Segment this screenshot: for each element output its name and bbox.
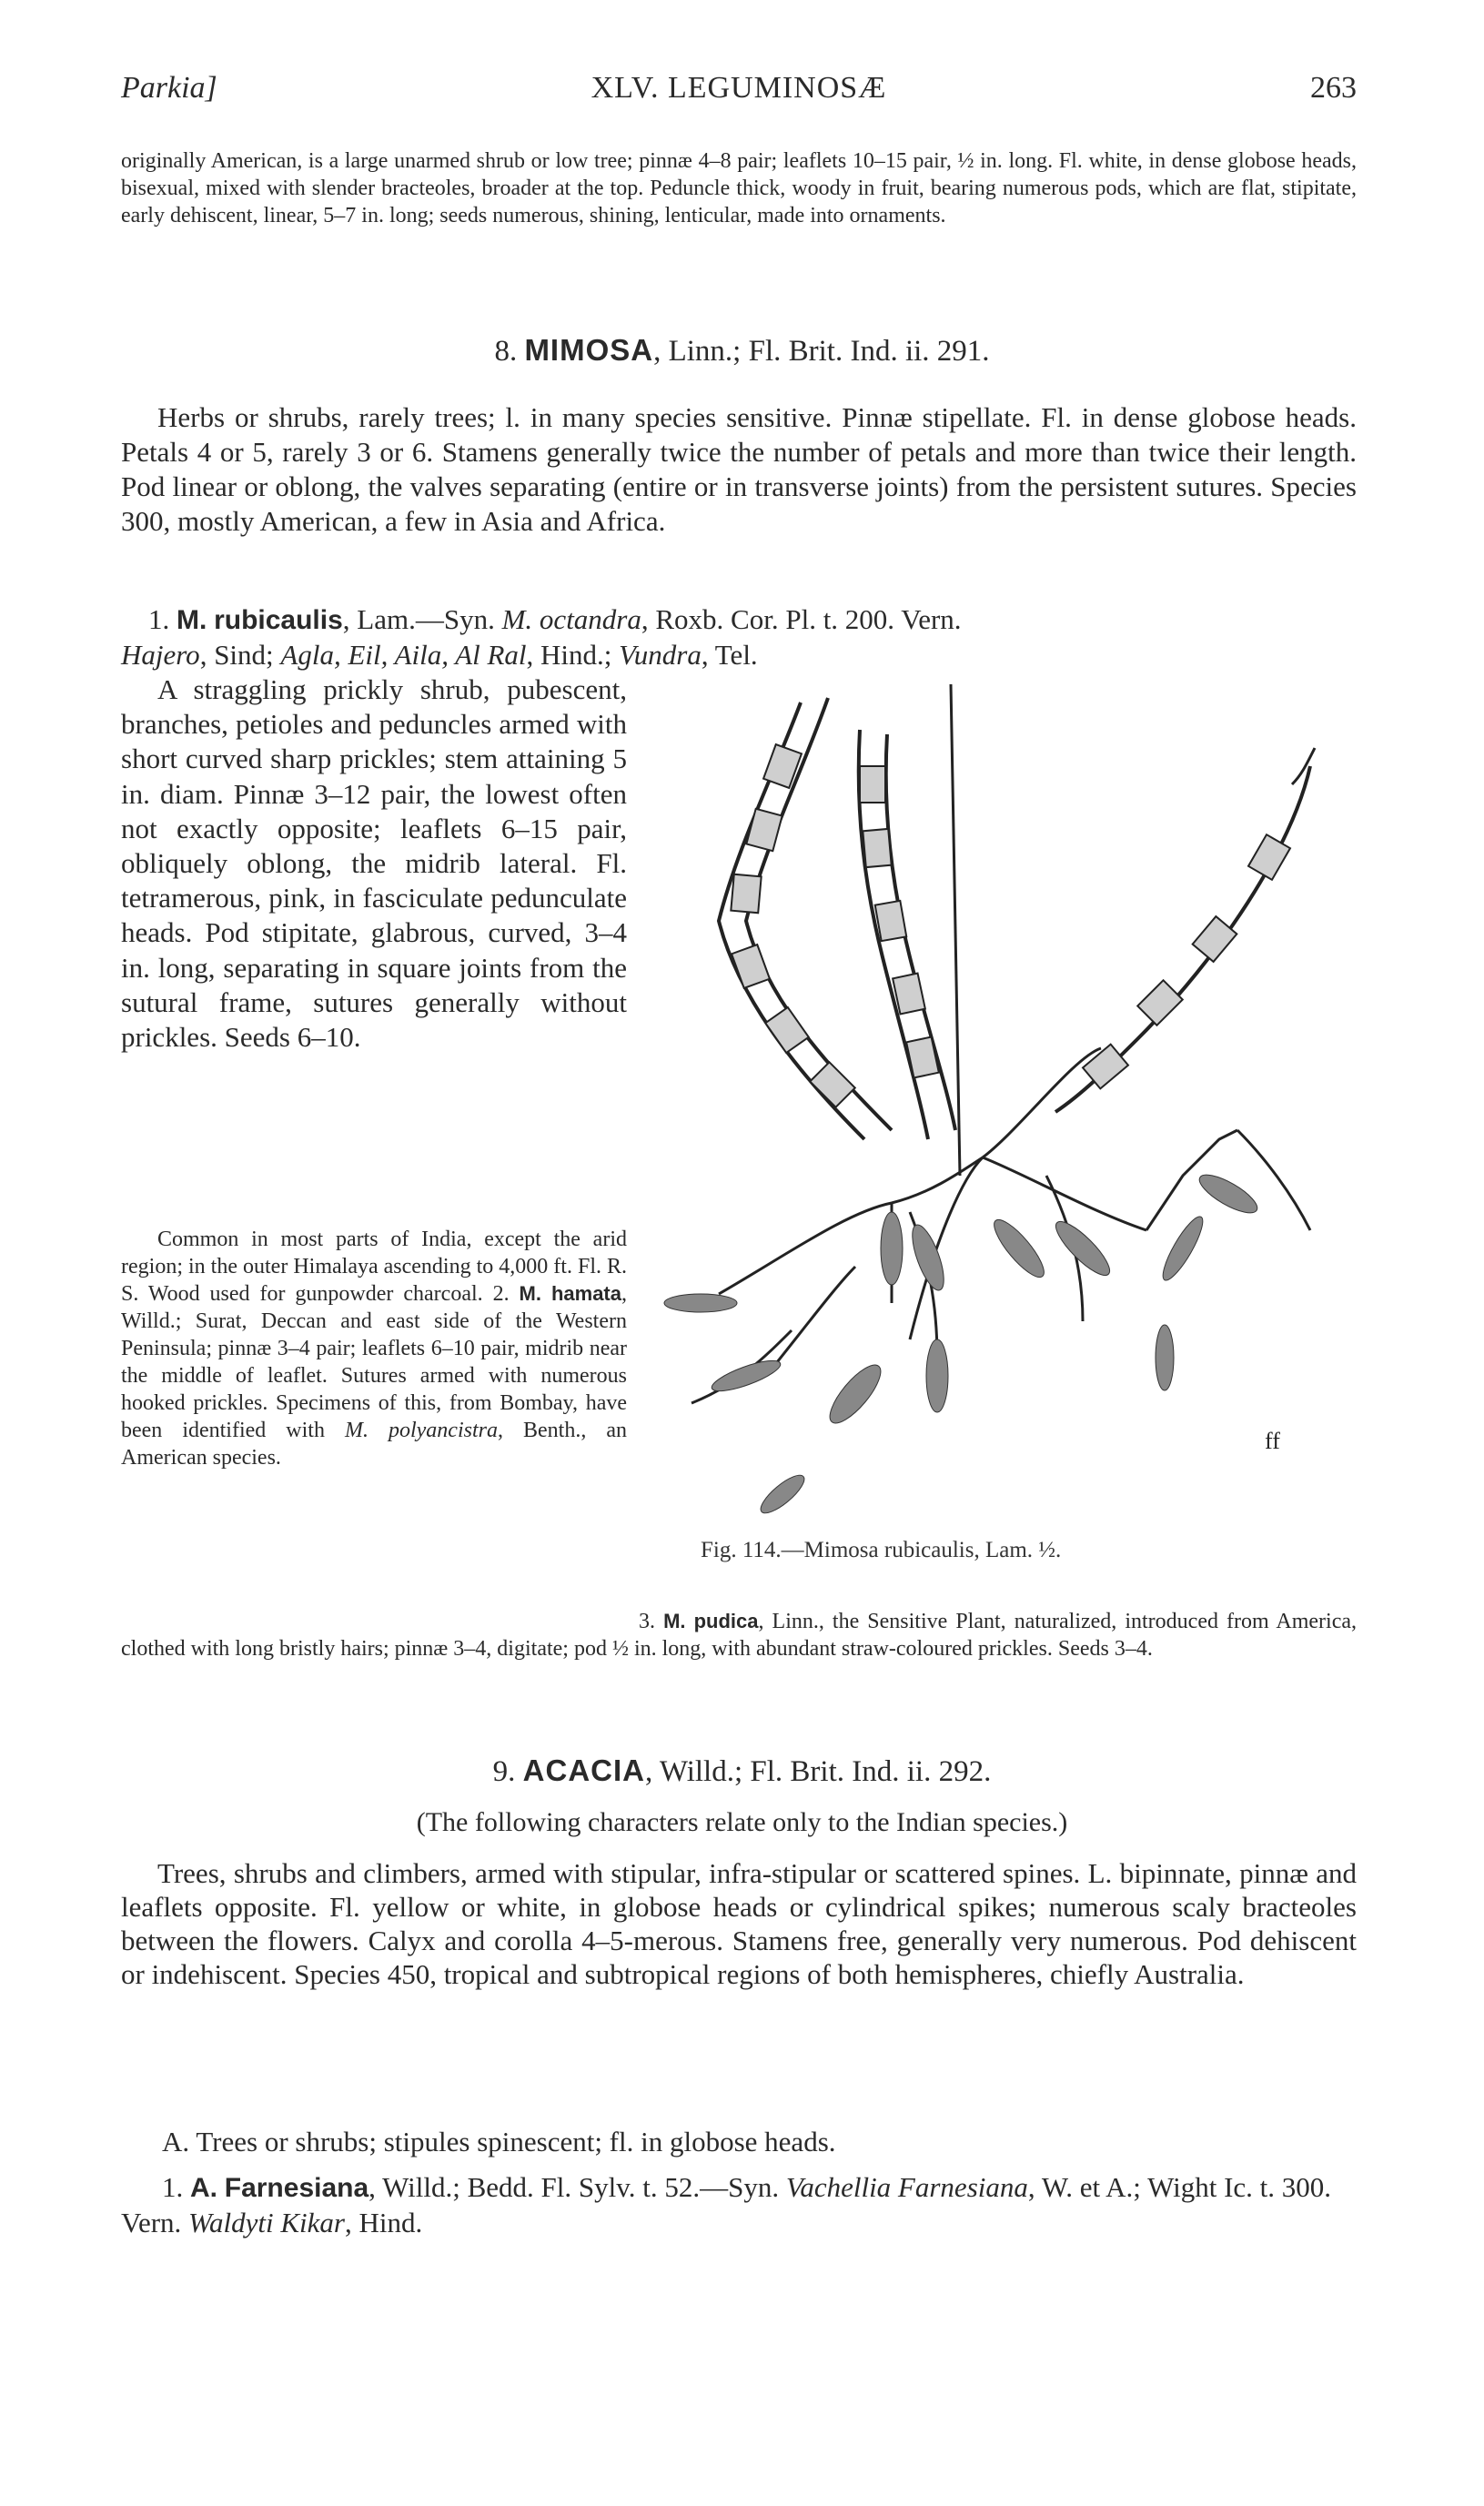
vernacular-region: , Hind. xyxy=(345,2207,423,2238)
vernacular-2: Agla, Eil, Aila, Al Ral xyxy=(280,639,527,671)
species-authority: , Lam.—Syn. xyxy=(342,603,495,635)
vernacular-3: Vundra xyxy=(619,639,702,671)
genus-description-mimosa: Herbs or shrubs, rarely trees; l. in many species sensitive. Pinnæ stipellate. Fl. in dense globose heads. Petals 4 or 5, rarely 3 or 6. Stamens generally twice the number of petals and more than twice their length. Pod linear or oblong, the valves separating (entire or in transverse joints) from the persistent sutures. Species 300, mostly American, a few in Asia and Africa. xyxy=(121,401,1357,537)
vernacular-1-region: , Sind; xyxy=(199,639,274,671)
species-number: 1. xyxy=(148,603,170,635)
species-authority: , Willd.; Bedd. Fl. Sylv. t. 52.—Syn. xyxy=(368,2171,780,2203)
genus-description-acacia: Trees, shrubs and climbers, armed with stipular, infra-stipular or scattered spines. L. bipinnate, pinnæ and leaflets opposite. Fl. yellow or white, in globose heads or cylindrical spikes; numerous scaly bracteoles between the flowers. Calyx and corolla 4–5-merous. Stamens free, generally very numerous. Pod dehiscent or indehiscent. Species 450, tropical and subtropical regions of both hemispheres, chiefly Australia. xyxy=(121,1857,1357,1990)
species-synonym: Vachellia Farnesiana xyxy=(785,2171,1028,2203)
figure-caption: Fig. 114.—Mimosa rubicaulis, Lam. ½. xyxy=(701,1538,1062,1562)
species-3-description: , Linn., the Sensitive Plant, naturalized, introduced from America, clothed with long bristly hairs; pinnæ 3–4, digitate; pod ½ in. long, with abundant straw-coloured prickles. Seeds 3–4. xyxy=(121,1610,1358,1661)
genus-heading-acacia xyxy=(0,1753,1484,1789)
species-3-name: pudica xyxy=(693,1610,759,1632)
genus-number: 8. xyxy=(494,335,518,368)
figure-mimosa-rubicaulis xyxy=(637,666,1365,1540)
vernacular-1: Hajero xyxy=(121,639,200,671)
species-after-synonym: , W. et A.; Wight Ic. t. 300. Vern. xyxy=(121,2171,1332,2238)
species-2-name: hamata xyxy=(550,1282,621,1305)
species-description-rubicaulis: A straggling prickly shrub, pubescent, branches, petioles and peduncles armed with short curved sharp prickles; stem attaining 5 in. diam. Pinnæ 3–12 pair, the lowest often not exactly opposite; leaflets 6–15 pair, obliquely oblong, the midrib lateral. Fl. tetramerous, pink, in fasciculate pedunculate heads. Pod stipitate, glabrous, curved, 3–4 in. long, separating in square joints from the sutural frame, sutures generally without prickles. Seeds 6–10. xyxy=(121,673,627,1054)
species-abbr: M. xyxy=(177,605,207,635)
vernacular-3-region: , Tel. xyxy=(701,639,758,671)
genus-heading-mimosa xyxy=(0,333,1484,369)
running-head xyxy=(121,71,1357,116)
species-3-abbr: M. xyxy=(663,1610,686,1632)
species-heading-rubicaulis xyxy=(121,602,1357,672)
running-head-center: XLV. LEGUMINOSÆ xyxy=(591,71,887,105)
intro-paragraph: originally American, is a large unarmed shrub or low tree; pinnæ 4–8 pair; leaflets 10–15 pair, ½ in. long. Fl. white, in dense globose heads, bisexual, mixed with slender bracteoles, broader at the top. Peduncle thick, woody in fruit, bearing numerous pods, which are flat, stipitate, early dehiscent, linear, 5–7 in. long; seeds numerous, shining, lenticular, made into ornaments. xyxy=(121,149,1357,227)
species-notes xyxy=(121,1226,627,1471)
vernacular-2-region: , Hind.; xyxy=(526,639,612,671)
section-a: A. Trees or shrubs; stipules spinescent; fl. in globose heads. xyxy=(162,2126,836,2157)
species-synonym: M. octandra xyxy=(501,603,641,635)
genus-number: 9. xyxy=(492,1755,516,1788)
species-2-abbr: M. xyxy=(519,1282,541,1305)
species-3-paragraph xyxy=(121,1608,1357,1662)
identified-species-note: , Benth., an American species. xyxy=(121,1419,627,1470)
species-abbr: A. xyxy=(190,2173,217,2203)
species-name: rubicaulis xyxy=(214,605,343,635)
species-3-number: 3. xyxy=(639,1610,656,1633)
species-name: Farnesiana xyxy=(224,2173,369,2203)
species-2-number: 2. xyxy=(492,1282,510,1306)
identified-species: M. polyancistra xyxy=(344,1419,498,1442)
genus-name: MIMOSA xyxy=(524,333,654,367)
page-number: 263 xyxy=(1310,71,1357,105)
species-after-synonym: , Roxb. Cor. Pl. t. 200. Vern. xyxy=(641,603,962,635)
genus-note: (The following characters relate only to the Indian species.) xyxy=(416,1807,1068,1837)
vernacular: Waldyti Kikar xyxy=(188,2207,345,2238)
distribution-note: Common in most parts of India, except the arid region; in the outer Himalaya ascending to 4,000 ft. Fl. R. S. Wood used for gunpowder charcoal. xyxy=(121,1228,627,1306)
genus-citation: , Linn.; Fl. Brit. Ind. ii. 291. xyxy=(653,335,990,368)
species-number: 1. xyxy=(162,2171,184,2203)
species-2-description: , Willd.; Surat, Deccan and east side of the Western Peninsula; pinnæ 3–4 pair; leaflets 6–10 pair, midrib near the middle of leaflet. Sutures armed with numerous hooked prickles. Specimens of this, from Bombay, have been identified with xyxy=(121,1282,627,1442)
genus-citation: , Willd.; Fl. Brit. Ind. ii. 292. xyxy=(644,1755,992,1788)
running-head-left: Parkia] xyxy=(121,71,217,105)
genus-name: ACACIA xyxy=(522,1753,645,1787)
botanical-illustration xyxy=(637,666,1365,1540)
figure-mark: ff xyxy=(1265,1428,1280,1454)
species-heading-farnesiana xyxy=(121,2170,1357,2240)
